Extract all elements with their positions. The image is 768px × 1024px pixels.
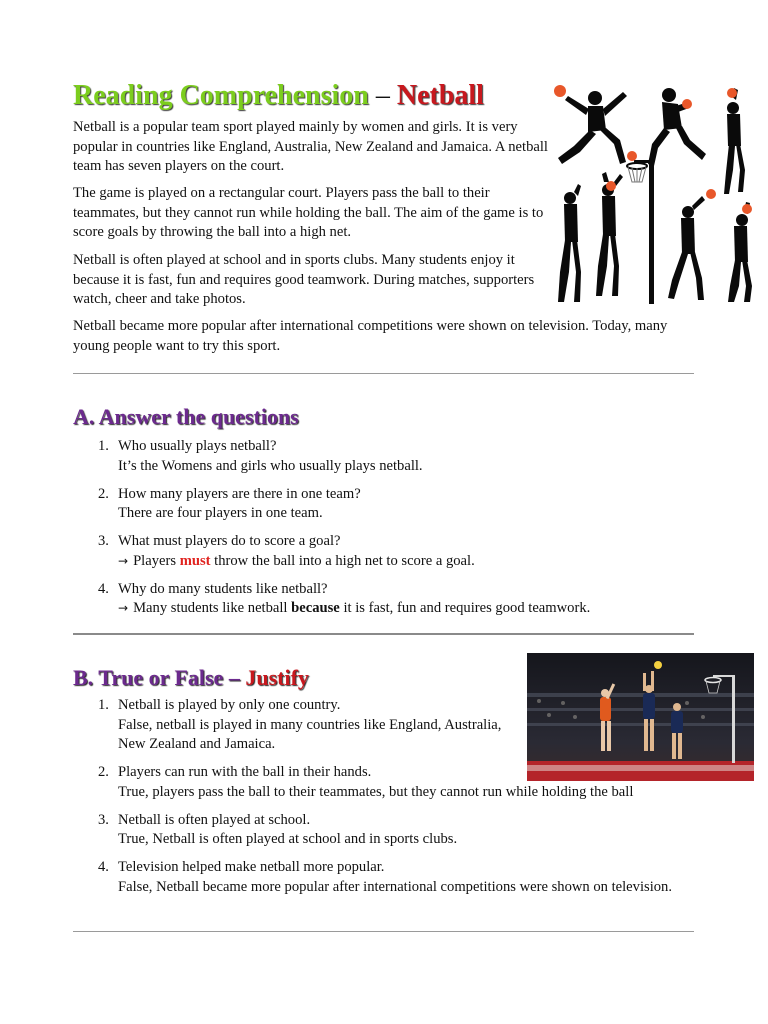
answer-text bbox=[118, 599, 698, 619]
question-number: 3. bbox=[98, 811, 109, 828]
question-number: 3. bbox=[98, 533, 109, 549]
answer-text: False, Netball became more popular after international competitions were shown on television. bbox=[118, 878, 672, 895]
player-silhouette bbox=[558, 91, 627, 164]
divider bbox=[73, 373, 694, 374]
passage-paragraph-2: The game is played on a rectangular court. Players pass the ball to their teammates, but they cannot run while holding the ball. The aim of the game is to score goals by throwing the ball into a high net. bbox=[73, 185, 544, 240]
arrow-icon: → bbox=[118, 553, 129, 568]
divider bbox=[73, 633, 694, 635]
answer-part: Players bbox=[133, 552, 180, 569]
question-text: How many players are there in one team? bbox=[118, 485, 361, 502]
section-b-title-main: B. True or False – bbox=[73, 665, 246, 690]
title-reading-comprehension: Reading Comprehension bbox=[73, 80, 369, 111]
question-item bbox=[98, 763, 688, 802]
question-number: 2. bbox=[98, 764, 109, 780]
answer-text: There are four players in one team. bbox=[118, 505, 323, 521]
player-silhouette bbox=[558, 184, 581, 302]
answer-part: throw the ball into a high net to score a goal. bbox=[210, 552, 475, 569]
section-b-title bbox=[73, 664, 309, 692]
answer-text: True, Netball is often played at school and in sports clubs. bbox=[118, 831, 458, 847]
title-netball: Netball bbox=[396, 80, 484, 111]
answer-keyword: must bbox=[179, 552, 211, 569]
question-item bbox=[98, 485, 698, 524]
passage-paragraph-4: Netball became more popular after international competitions were shown on television. Today, many young people want to try this sport. bbox=[73, 318, 668, 354]
question-text: Netball is played by only one country. bbox=[118, 697, 341, 713]
answer-text: True, players pass the ball to their teammates, but they cannot run while holding the ball bbox=[118, 783, 634, 800]
question-item bbox=[98, 437, 698, 476]
answer-part: Many students like netball bbox=[133, 600, 292, 616]
question-item bbox=[98, 532, 698, 571]
answer-text: False, netball is played in many countries like England, Australia, bbox=[118, 716, 502, 733]
title-dash: – bbox=[368, 80, 397, 111]
question-number: 4. bbox=[98, 859, 109, 875]
question-number: 1. bbox=[98, 438, 109, 454]
question-number: 1. bbox=[98, 697, 109, 713]
question-text: Who usually plays netball? bbox=[118, 438, 277, 454]
netball-post-icon bbox=[627, 160, 654, 304]
netball-silhouettes-illustration bbox=[548, 82, 760, 308]
answer-text-continued: New Zealand and Jamaica. bbox=[118, 736, 276, 752]
page-title bbox=[73, 78, 484, 114]
section-b-title-justify: Justify bbox=[245, 665, 309, 690]
answer-text: It’s the Womens and girls who usually plays netball. bbox=[118, 457, 423, 474]
answer-part: it is fast, fun and requires good teamwork. bbox=[339, 600, 591, 616]
passage-paragraph-3: Netball is often played at school and in sports clubs. Many students enjoy it because it is fast, fun and requires good teamwork. During matches, supporters watch, cheer and take photos. bbox=[73, 252, 535, 307]
question-item bbox=[98, 696, 688, 755]
section-a-questions bbox=[98, 437, 698, 627]
player-silhouette bbox=[724, 88, 745, 194]
question-item bbox=[98, 811, 688, 850]
divider bbox=[73, 931, 694, 932]
question-item bbox=[98, 858, 688, 897]
answer-keyword: because bbox=[291, 600, 340, 616]
question-text: Netball is often played at school. bbox=[118, 811, 311, 828]
section-b-questions bbox=[98, 696, 688, 906]
player-silhouette bbox=[728, 202, 752, 302]
passage-paragraph-1: Netball is a popular team sport played mainly by women and girls. It is very popular in countries like England, Australia, New Zealand and Jamaica. A netball team has seven players on the court. bbox=[73, 119, 548, 174]
question-text: Players can run with the ball in their hands. bbox=[118, 764, 372, 780]
question-text: Why do many students like netball? bbox=[118, 580, 328, 597]
question-number: 4. bbox=[98, 580, 109, 597]
section-a-title: A. Answer the questions bbox=[73, 404, 299, 429]
question-text: What must players do to score a goal? bbox=[118, 533, 341, 549]
player-silhouette bbox=[668, 196, 705, 300]
player-silhouette bbox=[648, 88, 706, 166]
question-item bbox=[98, 580, 698, 619]
question-number: 2. bbox=[98, 485, 109, 502]
arrow-icon: → bbox=[118, 601, 129, 615]
question-text: Television helped make netball more popular. bbox=[118, 859, 385, 875]
answer-text bbox=[118, 552, 698, 572]
